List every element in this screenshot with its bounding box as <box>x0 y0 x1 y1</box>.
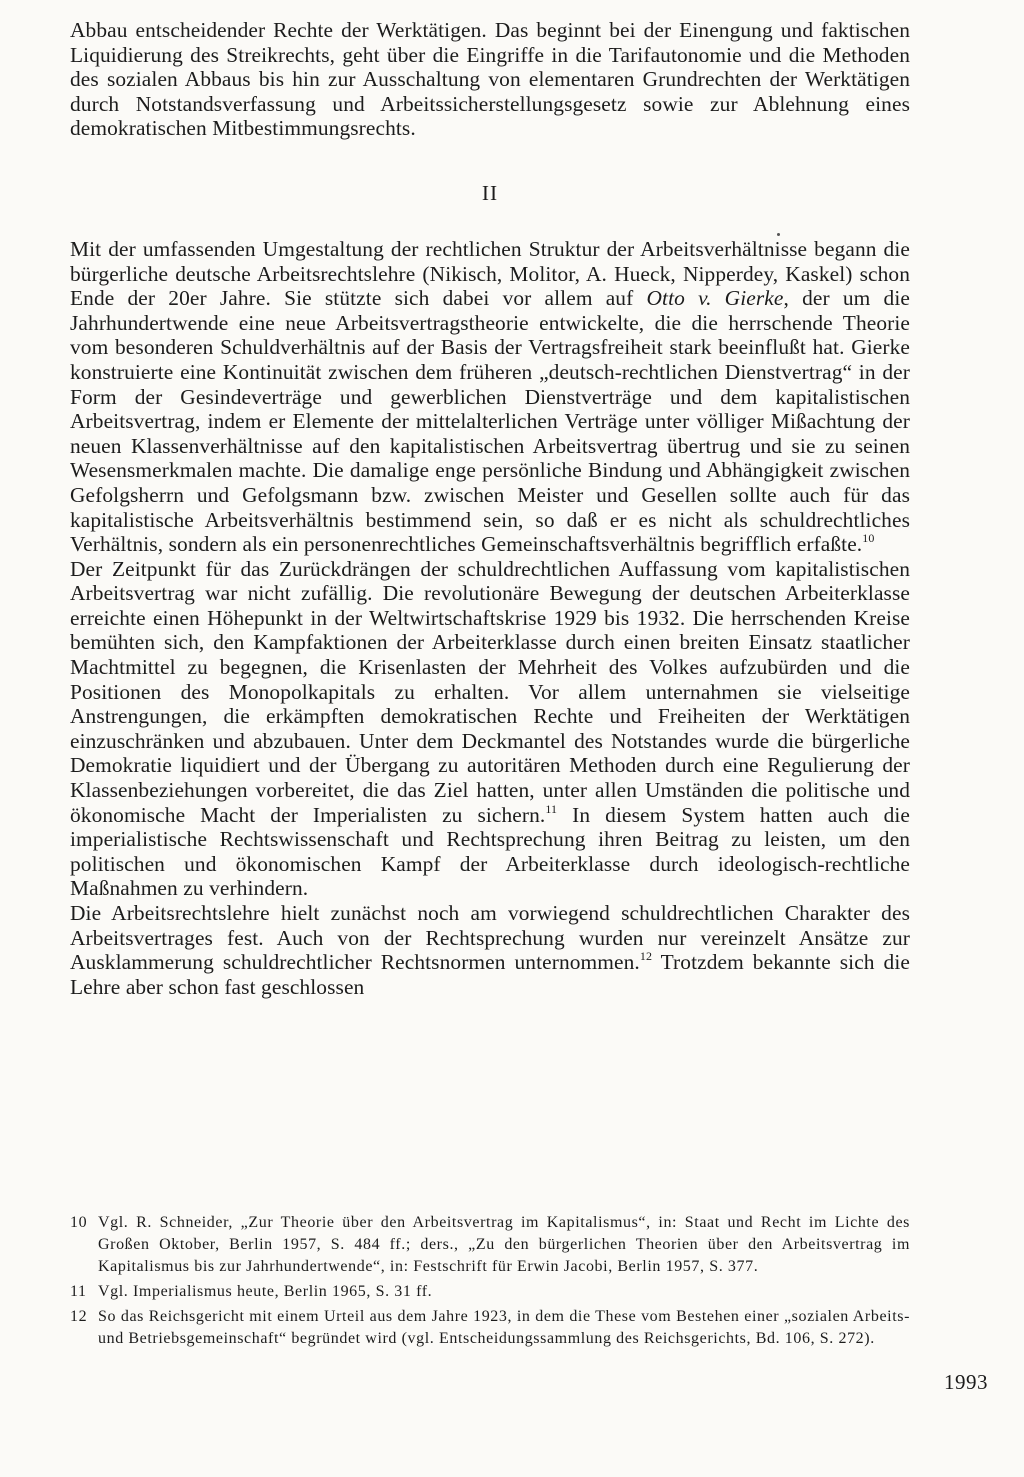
page-body <box>70 18 910 999</box>
paragraph-1-text-a: Mit der umfassenden Umgestaltung der rechtlichen Struktur der Arbeitsverhältnisse begann die bürgerliche deutsche Arbeitsrechtslehre (Nikisch, Molitor, A. Hueck, Nipperdey, Kaskel) schon Ende der 20er Jahre. Sie stützte sich dabei vor allem auf <box>70 236 910 311</box>
paragraph-2-text-b: In diesem System hatten auch die imperialistische Rechtswissenschaft und Rechtsprechung ihren Beitrag zu leisten, um den politischen und ökonomischen Kampf der Arbeiterklasse durch ideologisch-rechtliche Maßnahmen zu verhindern. <box>70 802 911 901</box>
footnote-ref-11[interactable]: 11 <box>545 801 558 816</box>
footnote-number: 12 <box>70 1308 88 1325</box>
page-number: 1993 <box>944 1370 988 1394</box>
paragraph-2 <box>70 557 910 901</box>
footnote-number: 10 <box>70 1214 88 1231</box>
footnote-text: Vgl. Imperialismus heute, Berlin 1965, S. 31 ff. <box>98 1283 433 1300</box>
paragraph-1 <box>70 237 910 557</box>
footnote-11 <box>70 1281 910 1303</box>
paragraph-3-text-a: Die Arbeitsrechtslehre hielt zunächst noch am vorwiegend schuldrechtlichen Charakter des Arbeitsvertrages fest. Auch von der Rechtsprechung wurden nur vereinzelt Ansätze zur Ausklammerung schuldrechtlicher Rechtsnormen unternommen. <box>70 901 910 975</box>
paragraph-1-text-b: , der um die Jahrhundertwende eine neue Arbeitsvertragstheorie entwickelte, die die herrschende Theorie vom besonderen Schuldverhältnis auf der Basis der Vertragsfreiheit stark beeinflußt hat. Gierke konstruierte eine Kontinuität zwischen dem früheren „deutsch-rechtlichen Dienstvertrag“ in der Form der Gesindeverträge und gewerblichen Dienstverträge und dem kapitalistischen Arbeitsvertrag, indem er Elemente der mittelalterlichen Verträge unter völliger Mißachtung der neuen Klassenverhältnisse auf den kapitalistischen Arbeitsvertrag übertrug und sie zu seinen Wesensmerkmalen machte. Die damalige enge persönliche Bindung und Abhängigkeit zwischen Gefolgsherrn und Gefolgsmann bzw. zwischen Meister und Gesellen sollte auch für das kapitalistische Arbeitsverhältnis bestimmend sein, so daß er es nicht als schuldrechtliches Verhältnis, sondern als ein personenrechtliches Gemeinschaftsverhältnis begrifflich erfaßte. <box>70 286 910 557</box>
footnote-text: Vgl. R. Schneider, „Zur Theorie über den Arbeitsvertrag im Kapitalismus“, in: Staat und Recht im Lichte des Großen Oktober, Berlin 1957, S. 484 ff.; ders., „Zu den bürgerlichen Theorien über den Arbeitsvertrag im Kapitalismus bis zur Jahrhundertwende“, in: Festschrift für Erwin Jacobi, Berlin 1957, S. 377. <box>98 1214 910 1275</box>
footnote-10 <box>70 1212 910 1278</box>
scan-speck <box>777 233 780 236</box>
footnote-text: So das Reichsgericht mit einem Urteil aus dem Jahre 1923, in dem die These vom Bestehen einer „sozialen Arbeits- und Betriebsgemeinschaft“ begründet wird (vgl. Entscheidungssammlung des Reichsgerichts, Bd. 106, S. 272). <box>98 1308 910 1347</box>
footnotes-section <box>70 1212 910 1353</box>
footnote-number: 11 <box>70 1283 87 1300</box>
paragraph-2-text-a: Der Zeitpunkt für das Zurückdrängen der schuldrechtlichen Auffassung vom kapitalistischen Arbeitsvertrag war nicht zufällig. Die revolutionäre Bewegung der deutschen Arbeiterklasse erreichte einen Höhepunkt in der Weltwirtschaftskrise 1929 bis 1932. Die herrschenden Kreise bemühten sich, den Kampfaktionen der Arbeiterklasse durch einen breiten Einsatz staatlicher Machtmittel zu begegnen, die Krisenlasten der Mehrheit des Volkes aufzubürden und die Positionen des Monopolkapitals zu erhalten. Vor allem unternahmen sie vielseitige Anstrengungen, die erkämpften demokratischen Rechte und Freiheiten der Werktätigen einzuschränken und abzubauen. Unter dem Deckmantel des Notstandes wurde die bürgerliche Demokratie liquidiert und der Übergang zu autoritären Methoden durch eine Regulierung der Klassenbeziehungen vorbereitet, die das Ziel hatten, unter allen Umständen die politische und ökonomische Macht der Imperialisten zu sichern. <box>70 556 910 827</box>
footnote-12 <box>70 1306 910 1350</box>
footnote-ref-12[interactable]: 12 <box>639 949 653 964</box>
paragraph-3-text-b: Trotzdem bekannte sich die Lehre aber schon fast geschlossen <box>70 950 910 999</box>
paragraph-3 <box>70 901 910 999</box>
intro-paragraph: Abbau entscheidender Rechte der Werktätigen. Das beginnt bei der Einengung und faktischen Liquidierung des Streikrechts, geht über die Eingriffe in die Tarifautonomie und die Methoden des sozialen Abbaus bis hin zur Ausschaltung von elementaren Grundrechten der Werktätigen durch Notstandsverfassung und Arbeitssicherstellungsgesetz sowie zur Ablehnung eines demokratischen Mitbestimmungsrechts. <box>70 18 910 141</box>
section-heading: II <box>481 180 499 205</box>
footnote-ref-10[interactable]: 10 <box>862 531 875 546</box>
author-name-italic: Otto v. Gierke <box>646 286 784 311</box>
